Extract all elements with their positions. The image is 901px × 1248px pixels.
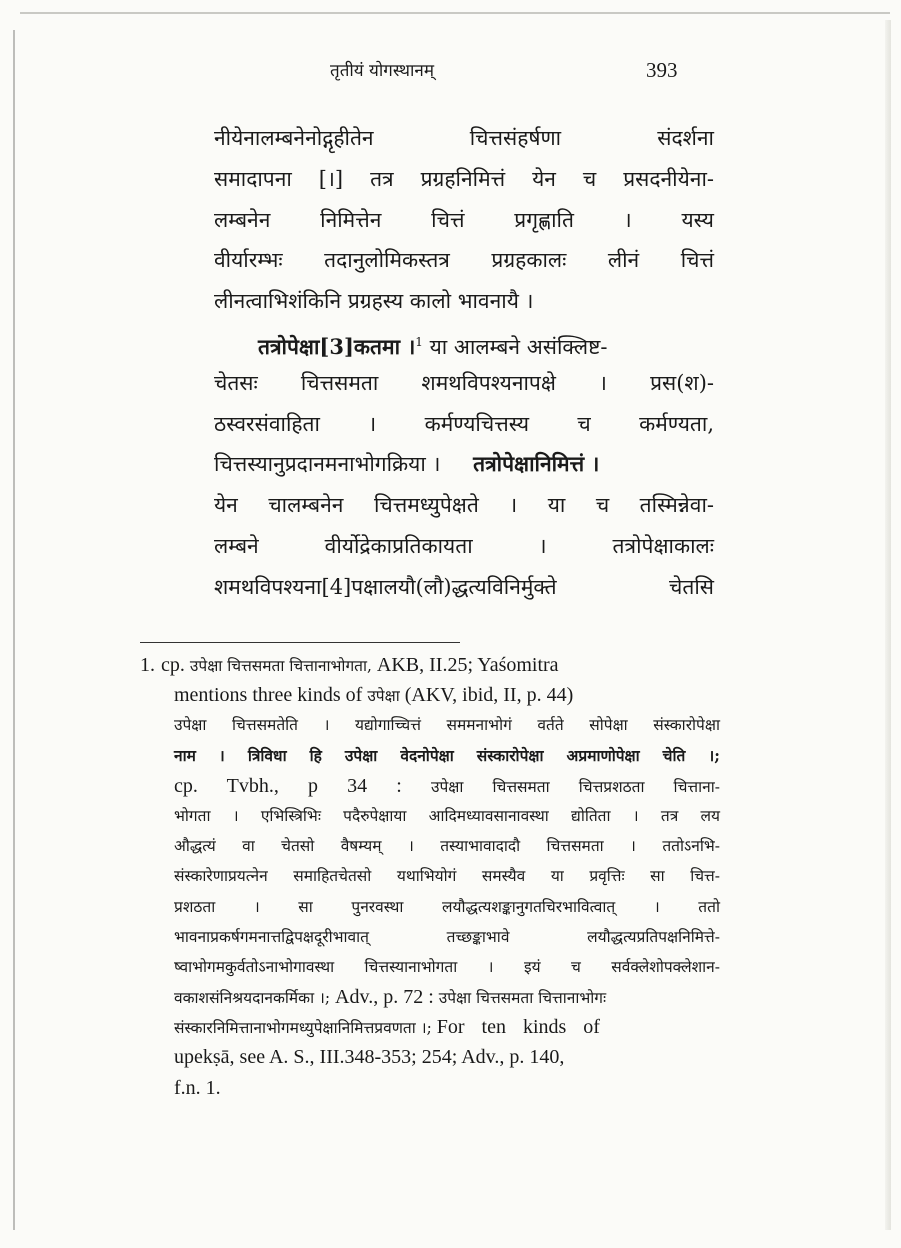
page-right-edge <box>885 20 891 1230</box>
footnote-line <box>140 982 720 1012</box>
body-line-text: या आलम्बने असंक्लिष्ट- <box>422 334 608 359</box>
body-line: लीनत्वाभिशंकिनि प्रग्रहस्य कालो भावनायै । <box>214 289 534 314</box>
footnote-text: mentions three kinds of <box>174 684 368 707</box>
footnote-text: उपेक्षा चित्तसमता चित्तप्रशठता चित्ताना- <box>430 777 720 796</box>
body-line: लम्बनेन निमित्तेन चित्तं प्रगृह्णाति । यस्य <box>214 207 714 232</box>
footnote-line: भावनाप्रकर्षगमनात्तद्विपक्षदूरीभावात् तच्छङ्काभावे लयौद्धत्यप्रतिपक्षनिमित्ते- <box>174 927 720 946</box>
body-line: येन चालम्बनेन चित्तमध्युपेक्षते । या च तस्मिन्नेवा- <box>214 493 714 518</box>
main-text <box>214 118 714 608</box>
page-number: 393 <box>646 58 678 82</box>
footnote-line <box>140 771 720 801</box>
body-line-text: चित्तस्यानुप्रदानमनाभोगक्रिया । <box>214 452 448 477</box>
page-binding-edge <box>13 30 15 1230</box>
footnote-text: उपेक्षा चित्तसमता चित्तानाभोगता, <box>189 657 377 675</box>
footnote-marker: 1 <box>415 334 423 349</box>
footnote-text: cp. <box>161 654 190 676</box>
footnote-line <box>140 1012 720 1042</box>
page-top-edge <box>20 12 890 14</box>
footnote-text: वकाशसंनिश्रयदानकर्मिका ।; <box>174 989 336 1008</box>
footnote-line: ष्वाभोगमकुर्वतोऽनाभोगावस्था चित्तस्यानाभोगता । इयं च सर्वक्लेशोपक्लेशान- <box>174 957 720 976</box>
body-line <box>214 444 714 485</box>
bold-term-upeksha-nimitta: तत्रोपेक्षानिमित्तं । <box>473 451 600 477</box>
footnote-number: 1. <box>140 654 155 676</box>
body-line: समादापना [।] तत्र प्रग्रहनिमित्तं येन च प्रसदनीयेना- <box>214 166 714 191</box>
footnote-text: संस्कारनिमित्तानाभोगमध्युपेक्षानिमित्तप्रवणता ।; <box>174 1019 437 1038</box>
running-title: तृतीयं योगस्थानम् <box>330 61 435 81</box>
section-heading-upeksha: तत्रोपेक्षा[3]कतमा । <box>258 333 416 359</box>
footnote-line: upekṣā, see A. S., III.348-353; 254; Adv., p. 140, <box>174 1046 565 1069</box>
footnote-text: Adv., p. 72 : <box>335 986 439 1009</box>
footnote <box>140 650 720 1103</box>
footnote-line <box>140 680 720 710</box>
footnote-line <box>140 650 720 680</box>
footnote-text: cp. Tvbh., p 34 : <box>174 774 431 797</box>
footnote-line: उपेक्षा चित्तसमतेति । यद्योगाच्चित्तं सममनाभोगं वर्तते सोपेक्षा संस्कारोपेक्षा <box>174 716 720 735</box>
footnote-text: (AKV, ibid, II, p. 44) <box>399 684 574 707</box>
footnote-text: AKB, II.25; Yaśomitra <box>376 654 559 676</box>
footnote-line: नाम । त्रिविधा हि उपेक्षा वेदनोपेक्षा संस्कारोपेक्षा अप्रमाणोपेक्षा चेति ।; <box>174 745 720 765</box>
body-line: ठस्वरसंवाहिता । कर्मण्यचित्तस्य च कर्मण्यता, <box>214 411 714 436</box>
footnote-line: संस्कारेणाप्रयत्नेन समाहितचेतसो यथाभियोगं समस्यैव या प्रवृत्तिः सा चित्त- <box>174 867 720 886</box>
body-line: चेतसः चित्तसमता शमथविपश्यनापक्षे । प्रस(श)- <box>214 370 714 395</box>
footnote-separator <box>140 642 460 643</box>
body-line-paragraph-start <box>214 322 714 363</box>
footnote-line: औद्धत्यं वा चेतसो वैषम्यम् । तस्याभावादादौ चित्तसमता । ततोऽनभि- <box>174 837 720 856</box>
footnote-text: उपेक्षा चित्तसमता चित्तानाभोगः <box>438 989 607 1008</box>
body-line: शमथविपश्यना[4]पक्षालयौ(लौ)द्धत्यविनिर्मुक्ते चेतसि <box>214 574 714 599</box>
footnote-line: प्रशठता । सा पुनरवस्था लयौद्धत्यशङ्कानुगतचिरभावित्वात् । ततो <box>174 897 720 916</box>
body-line: लम्बने वीर्योद्रेकाप्रतिकायता । तत्रोपेक्षाकालः <box>214 533 714 558</box>
footnote-text: उपेक्षा <box>367 687 400 706</box>
footnote-line: भोगता । एभिस्त्रिभिः पदैरुपेक्षाया आदिमध्यावसानावस्था द्योतिता । तत्र लय <box>174 806 720 825</box>
body-line: वीर्यारम्भः तदानुलोमिकस्तत्र प्रग्रहकालः लीनं चित्तं <box>214 248 714 273</box>
footnote-text: For ten kinds of <box>436 1016 600 1039</box>
footnote-line: f.n. 1. <box>174 1076 221 1099</box>
body-line: नीयेनालम्बनेनोद्गृहीतेन चित्तसंहर्षणा संदर्शना <box>214 126 714 150</box>
